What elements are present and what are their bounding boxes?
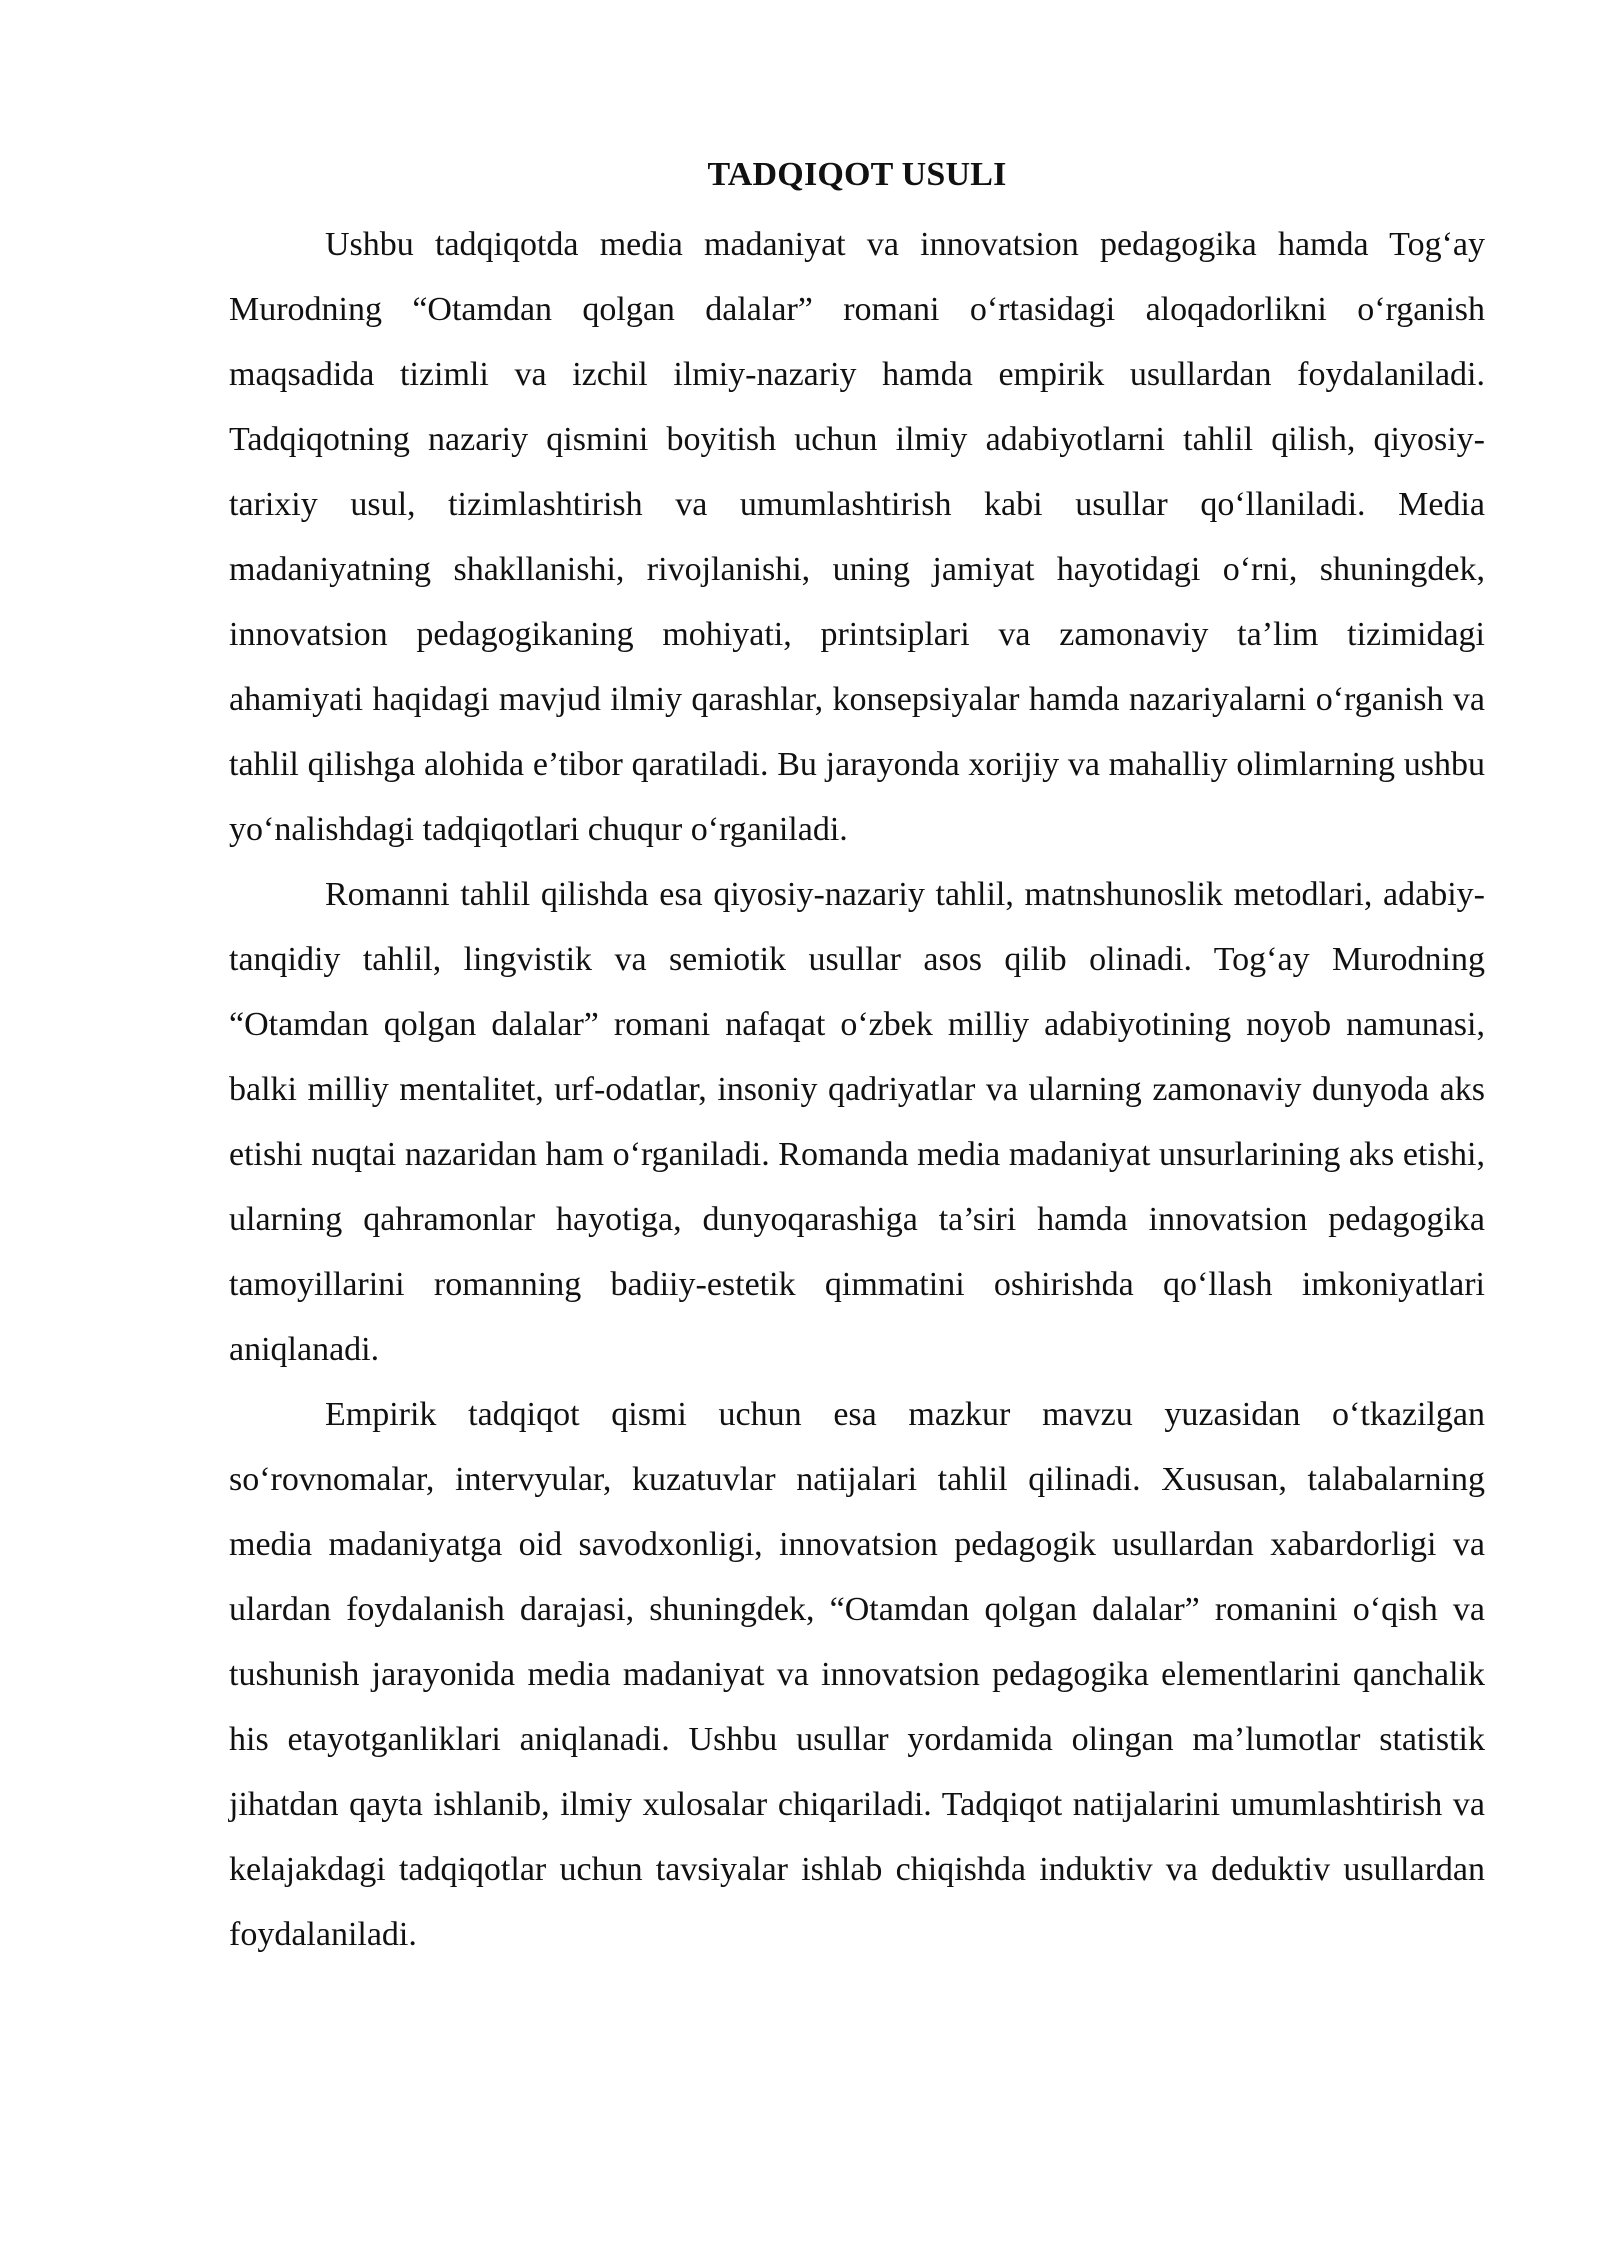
- paragraph-empirical-research: Empirik tadqiqot qismi uchun esa mazkur mavzu yuzasidan o‘tkazilgan so‘rovnomalar, intervyular, kuzatuvlar natijalari tahlil qilinadi. Xususan, talabalarning media madaniyatga oid savodxonligi, innovatsion pedagogik usullardan xabardorligi va ulardan foydalanish darajasi, shuningdek, “Otamdan qolgan dalalar” romanini o‘qish va tushunish jarayonida media madaniyat va innovatsion pedagogika elementlarini qanchalik his etayotganliklari aniqlanadi. Ushbu usullar yordamida olingan ma’lumotlar statistik jihatdan qayta ishlanib, ilmiy xulosalar chiqariladi. Tadqiqot natijalarini umumlashtirish va kelajakdagi tadqiqotlar uchun tavsiyalar ishlab chiqishda induktiv va deduktiv usullardan foydalaniladi.: [229, 1396, 1485, 1953]
- document-body: [229, 150, 1485, 1967]
- paragraph-methods-theory: Ushbu tadqiqotda media madaniyat va innovatsion pedagogika hamda Tog‘ay Murodning “Otamdan qolgan dalalar” romani o‘rtasidagi aloqadorlikni o‘rganish maqsadida tizimli va izchil ilmiy-nazariy hamda empirik usullardan foydalaniladi. Tadqiqotning nazariy qismini boyitish uchun ilmiy adabiyotlarni tahlil qilish, qiyosiy-tarixiy usul, tizimlashtirish va umumlashtirish kabi usullar qo‘llaniladi. Media madaniyatning shakllanishi, rivojlanishi, uning jamiyat hayotidagi o‘rni, shuningdek, innovatsion pedagogikaning mohiyati, printsiplari va zamonaviy ta’lim tizimidagi ahamiyati haqidagi mavjud ilmiy qarashlar, konsepsiyalar hamda nazariyalarni o‘rganish va tahlil qilishga alohida e’tibor qaratiladi. Bu jarayonda xorijiy va mahalliy olimlarning ushbu yo‘nalishdagi tadqiqotlari chuqur o‘rganiladi.: [229, 226, 1485, 848]
- paragraph-novel-analysis: Romanni tahlil qilishda esa qiyosiy-nazariy tahlil, matnshunoslik metodlari, adabiy-tanqidiy tahlil, lingvistik va semiotik usullar asos qilib olinadi. Tog‘ay Murodning “Otamdan qolgan dalalar” romani nafaqat o‘zbek milliy adabiyotining noyob namunasi, balki milliy mentalitet, urf-odatlar, insoniy qadriyatlar va ularning zamonaviy dunyoda aks etishi nuqtai nazaridan ham o‘rganiladi. Romanda media madaniyat unsurlarining aks etishi, ularning qahramonlar hayotiga, dunyoqarashiga ta’siri hamda innovatsion pedagogika tamoyillarini romanning badiiy-estetik qimmatini oshirishda qo‘llash imkoniyatlari aniqlanadi.: [229, 876, 1485, 1368]
- section-title: TADQIQOT USULI: [707, 156, 1007, 193]
